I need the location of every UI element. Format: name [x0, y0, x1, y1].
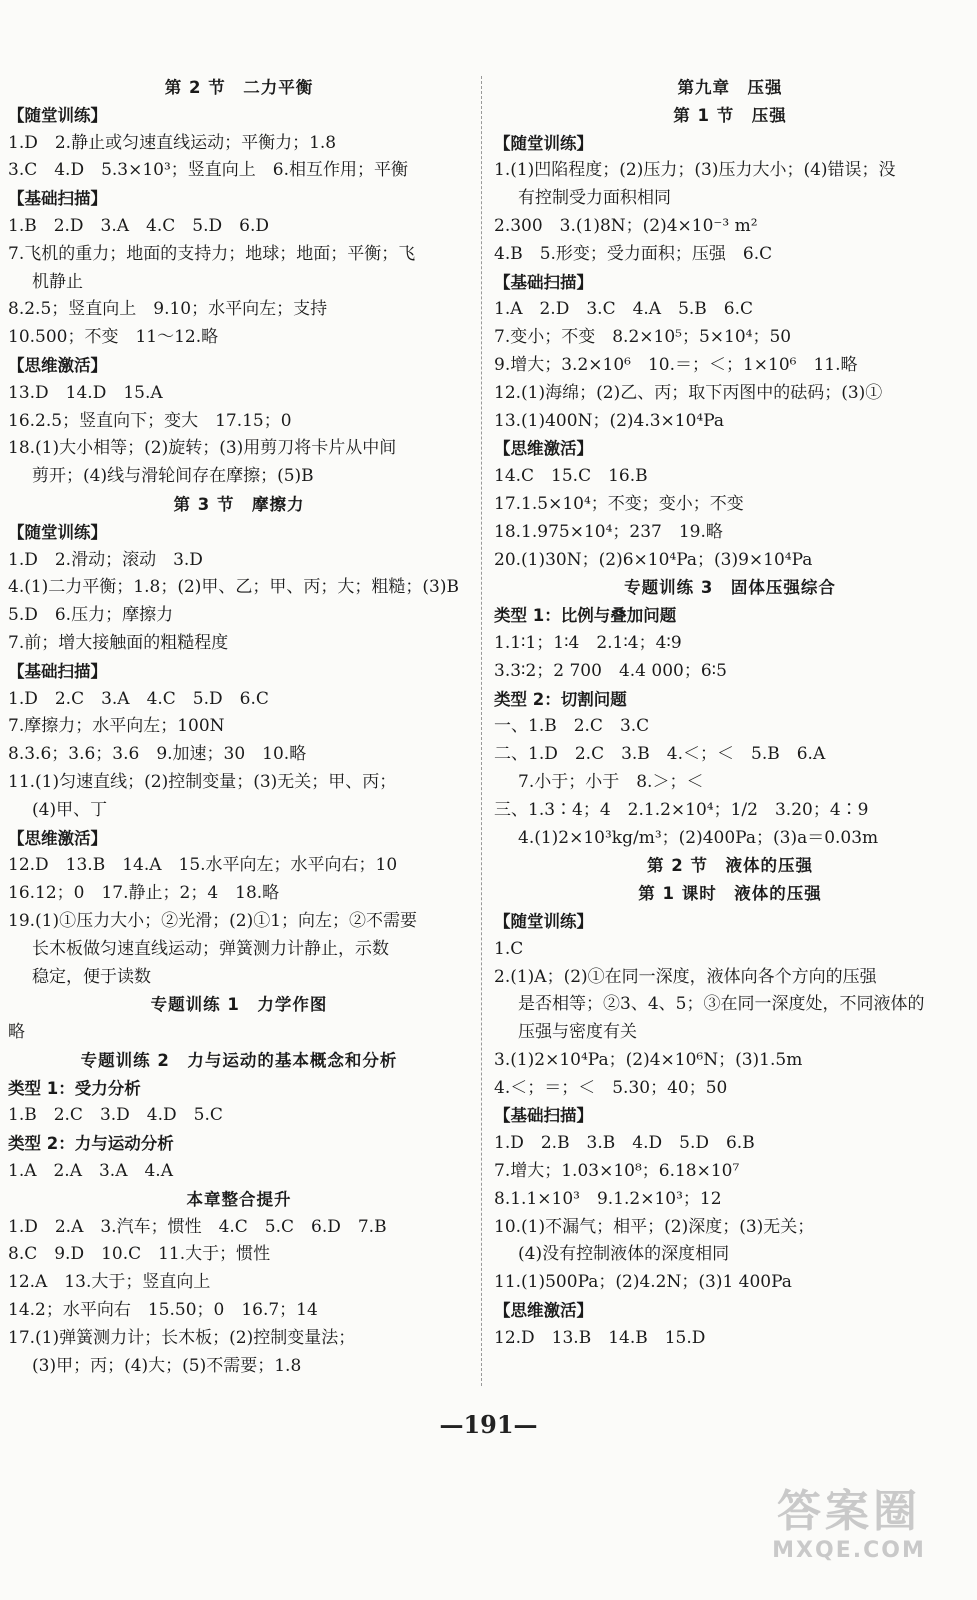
answer-continuation: (4)甲、丁 [32, 799, 108, 820]
type-heading: 类型 1：比例与叠加问题 [494, 606, 677, 626]
answer-line: 三、1.3∶4；4 2.1.2×10⁴；1/2 3.20；4∶9 [494, 799, 869, 820]
answer-line: 8.3.6；3.6；3.6 9.加速；30 10.略 [8, 744, 307, 765]
answer-continuation: (4)没有控制液体的深度相同 [518, 1244, 730, 1265]
type-heading: 类型 1：受力分析 [8, 1078, 141, 1098]
answer-line: 20.(1)30N；(2)6×10⁴Pa；(3)9×10⁴Pa [494, 549, 813, 570]
answer-line: 13.D 14.D 15.A [8, 382, 163, 403]
answer-continuation: 7.小于；小于 8.＞；＜ [518, 771, 704, 792]
section-header: 【思维激活】 [494, 439, 593, 459]
answer-line: 1.D 2.B 3.B 4.D 5.D 6.B [494, 1133, 755, 1154]
answer-line: 9.增大；3.2×10⁶ 10.＝；＜；1×10⁶ 11.略 [494, 354, 858, 375]
answer-line: 8.2.5；竖直向上 9.10；水平向左；支持 [8, 299, 328, 320]
answer-line: 19.(1)①压力大小；②光滑；(2)①1；向左；②不需要 [8, 910, 418, 931]
section-header: 【随堂训练】 [494, 911, 593, 931]
section-title: 第 1 课时 液体的压强 [638, 884, 822, 904]
answer-line: 10.(1)不漏气；相平；(2)深度；(3)无关； [494, 1216, 815, 1237]
answer-line: 1.D 2.C 3.A 4.C 5.D 6.C [8, 688, 269, 709]
answer-line: 16.12；0 17.静止；2；4 18.略 [8, 883, 280, 904]
answer-line: 1.D 2.A 3.汽车；惯性 4.C 5.C 6.D 7.B [8, 1216, 387, 1237]
answer-line: 11.(1)500Pa；(2)4.2N；(3)1 400Pa [494, 1272, 792, 1293]
answer-line: 一、1.B 2.C 3.C [494, 716, 650, 737]
answer-line: 17.1.5×10⁴；不变；变小；不变 [494, 493, 744, 514]
answer-line: 13.(1)400N；(2)4.3×10⁴Pa [494, 410, 725, 431]
section-header: 【思维激活】 [494, 1301, 593, 1321]
section-header: 【思维激活】 [8, 355, 107, 375]
section-title: 专题训练 3 固体压强综合 [624, 578, 836, 598]
answer-continuation: 压强与密度有关 [518, 1022, 637, 1043]
section-title: 第九章 压强 [677, 78, 783, 97]
answer-continuation: 稳定，便于读数 [32, 966, 151, 987]
answer-line: 14.2；水平向右 15.50；0 16.7；14 [8, 1300, 318, 1321]
answer-line: 11.(1)匀速直线；(2)控制变量；(3)无关；甲、丙； [8, 771, 397, 792]
section-header: 【思维激活】 [8, 828, 107, 848]
answer-line: 7.增大；1.03×10⁸；6.18×10⁷ [494, 1161, 740, 1182]
section-header: 【随堂训练】 [8, 522, 107, 542]
answer-continuation: (3)甲；丙；(4)大；(5)不需要；1.8 [32, 1355, 302, 1376]
section-title: 第 1 节 压强 [673, 105, 787, 125]
answer-line: 1.D 2.滑动；滚动 3.D [8, 549, 203, 570]
type-heading: 类型 2：力与运动分析 [8, 1134, 174, 1154]
answer-line: 略 [8, 1022, 25, 1043]
answer-line: 12.(1)海绵；(2)乙、丙；取下丙图中的砝码；(3)① [494, 382, 883, 403]
section-title: 第 3 节 摩擦力 [173, 494, 305, 514]
section-title: 本章整合提升 [186, 1189, 292, 1209]
column-divider [481, 76, 482, 1386]
answer-line: 7.摩擦力；水平向左；100N [8, 716, 225, 737]
answer-continuation: 剪开；(4)线与滑轮间存在摩擦；(5)B [32, 466, 314, 487]
answer-line: 1.C [494, 938, 524, 959]
answer-line: 2.300 3.(1)8N；(2)4×10⁻³ m² [494, 215, 758, 236]
section-title: 专题训练 1 力学作图 [150, 995, 328, 1015]
right-column [494, 74, 966, 1353]
answer-line: 18.(1)大小相等；(2)旋转；(3)用剪刀将卡片从中间 [8, 438, 397, 459]
answer-line: 5.D 6.压力；摩擦力 [8, 605, 174, 626]
section-header: 【随堂训练】 [8, 105, 107, 125]
section-title: 第 2 节 二力平衡 [164, 78, 314, 97]
section-header: 【随堂训练】 [494, 133, 593, 153]
answer-line: 7.飞机的重力；地面的支持力；地球；地面；平衡；飞 [8, 243, 416, 264]
answer-line: 1.D 2.静止或匀速直线运动；平衡力；1.8 [8, 132, 337, 153]
answer-continuation: 有控制受力面积相同 [518, 188, 671, 209]
answer-line: 8.C 9.D 10.C 11.大于；惯性 [8, 1244, 271, 1265]
answer-line: 4.B 5.形变；受力面积；压强 6.C [494, 243, 773, 264]
answer-line: 3.C 4.D 5.3×10³；竖直向上 6.相互作用；平衡 [8, 160, 409, 181]
answer-line: 8.1.1×10³ 9.1.2×10³；12 [494, 1188, 722, 1209]
answer-line: 12.D 13.B 14.A 15.水平向左；水平向右；10 [8, 855, 398, 876]
answer-line: 12.D 13.B 14.B 15.D [494, 1327, 706, 1348]
answer-continuation: 机静止 [32, 271, 83, 292]
answer-line: 3.3∶2；2 700 4.4 000；6∶5 [494, 660, 727, 681]
answer-line: 16.2.5；竖直向下；变大 17.15；0 [8, 410, 292, 431]
answer-continuation: 4.(1)2×10³kg/m³；(2)400Pa；(3)a＝0.03m [518, 827, 879, 848]
answer-line: 1.1∶1；1∶4 2.1∶4；4∶9 [494, 632, 682, 653]
left-column [8, 74, 470, 1380]
page-number: —191— [439, 1410, 538, 1439]
answer-line: 7.前；增大接触面的粗糙程度 [8, 632, 229, 653]
watermark-url: MXQE.COM [772, 1538, 926, 1563]
answer-line: 14.C 15.C 16.B [494, 466, 648, 487]
section-header: 【基础扫描】 [8, 189, 107, 209]
answer-line: 1.A 2.D 3.C 4.A 5.B 6.C [494, 299, 754, 320]
section-title: 专题训练 2 力与运动的基本概念和分析 [80, 1050, 398, 1070]
section-header: 【基础扫描】 [494, 272, 593, 292]
section-title: 第 2 节 液体的压强 [647, 856, 813, 876]
type-heading: 类型 2：切割问题 [494, 689, 627, 709]
answer-line: 二、1.D 2.C 3.B 4.＜；＜ 5.B 6.A [494, 744, 826, 765]
answer-continuation: 是否相等；②3、4、5；③在同一深度处，不同液体的 [518, 994, 925, 1015]
answer-line: 4.(1)二力平衡；1.8；(2)甲、乙；甲、丙；大；粗糙；(3)B [8, 577, 459, 598]
answer-line: 3.(1)2×10⁴Pa；(2)4×10⁶N；(3)1.5m [494, 1049, 803, 1070]
watermark [749, 1486, 949, 1563]
section-header: 【基础扫描】 [8, 661, 107, 681]
section-header: 【基础扫描】 [494, 1106, 593, 1126]
answer-continuation: 长木板做匀速直线运动；弹簧测力计静止，示数 [32, 938, 389, 959]
answer-line: 4.＜；＝；＜ 5.30；40；50 [494, 1077, 728, 1098]
answer-line: 12.A 13.大于；竖直向上 [8, 1272, 211, 1293]
answer-line: 1.B 2.D 3.A 4.C 5.D 6.D [8, 215, 269, 236]
answer-line: 1.A 2.A 3.A 4.A [8, 1161, 173, 1182]
answer-line: 18.1.975×10⁴；237 19.略 [494, 521, 723, 542]
answer-line: 1.(1)凹陷程度；(2)压力；(3)压力大小；(4)错误；没 [494, 160, 896, 181]
answer-line: 7.变小；不变 8.2×10⁵；5×10⁴；50 [494, 327, 792, 348]
watermark-logo: 答案圈 [777, 1486, 921, 1537]
answer-line: 17.(1)弹簧测力计；长木板；(2)控制变量法； [8, 1327, 356, 1348]
answer-line: 1.B 2.C 3.D 4.D 5.C [8, 1105, 223, 1126]
answer-line: 10.500；不变 11～12.略 [8, 327, 219, 348]
answer-line: 2.(1)A；(2)①在同一深度，液体向各个方向的压强 [494, 966, 877, 987]
